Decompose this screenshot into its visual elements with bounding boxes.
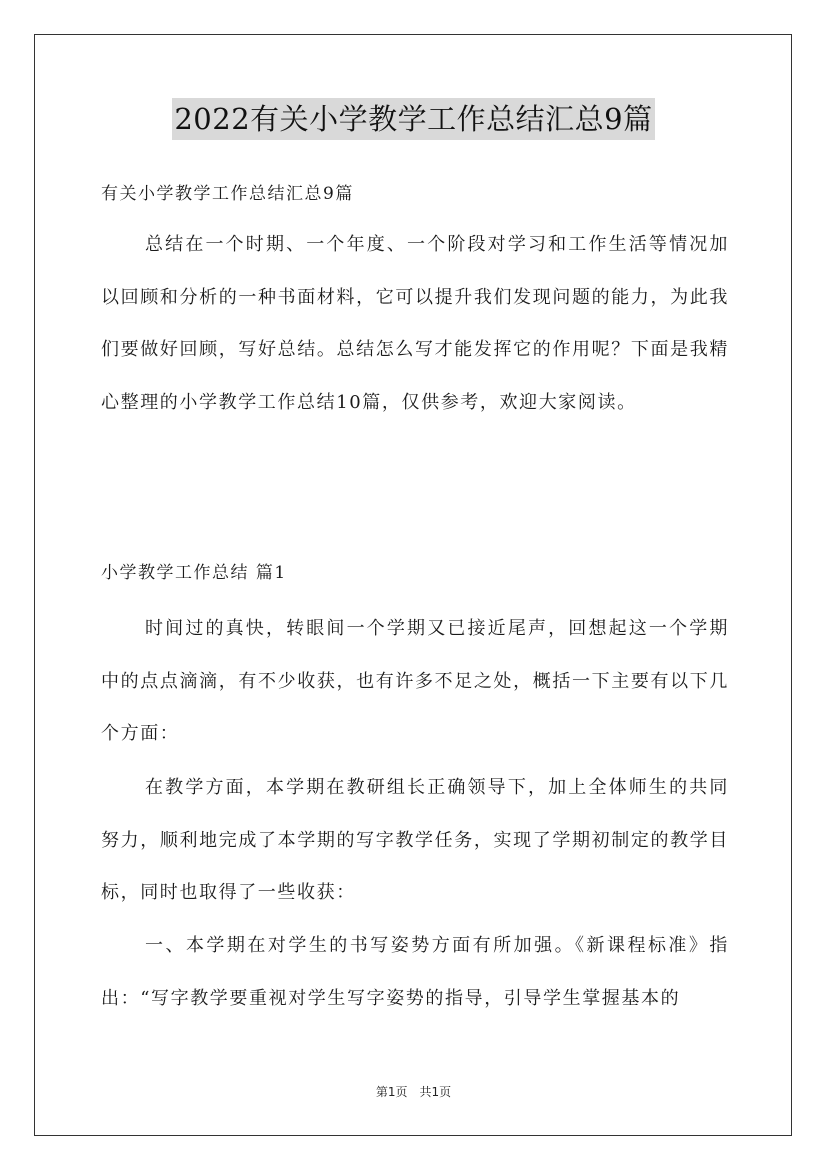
intro-paragraph: 总结在一个时期、一个年度、一个阶段对学习和工作生活等情况加以回顾和分析的一种书面材料，它可以提升我们发现问题的能力，为此我们要做好回顾，写好总结。总结怎么写才能发挥它的作用呢？下面是我精心整理的小学教学工作总结10篇，仅供参考，欢迎大家阅读。 (101, 234, 729, 413)
body-paragraph-3: 一、本学期在对学生的书写姿势方面有所加强。《新课程标准》指出：“写字教学要重视对学生写字姿势的指导，引导学生掌握基本的 (101, 935, 729, 1009)
document-subtitle: 有关小学教学工作总结汇总9篇 (101, 184, 354, 204)
body-paragraph-1: 时间过的真快，转眼间一个学期又已接近尾声，回想起这一个学期中的点点滴滴，有不少收获，也有许多不足之处，概括一下主要有以下几个方面： (101, 618, 729, 744)
title-container (0, 98, 827, 140)
section-heading: 小学教学工作总结 篇1 (101, 563, 287, 583)
page-footer: 第1页 共1页 (375, 1085, 452, 1099)
document-title: 2022有关小学教学工作总结汇总9篇 (172, 98, 654, 140)
body-paragraph-2: 在教学方面，本学期在教研组长正确领导下，加上全体师生的共同努力，顺利地完成了本学期的写字教学任务，实现了学期初制定的教学目标，同时也取得了一些收获： (101, 777, 729, 903)
